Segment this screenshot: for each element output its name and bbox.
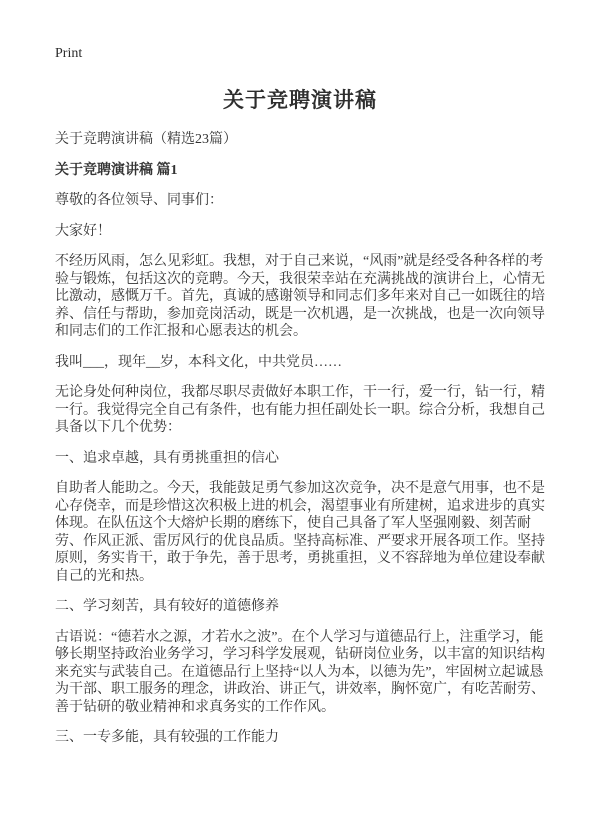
advantage-1-paragraph: 自助者人能助之。今天，我能鼓足勇气参加这次竞争，决不是意气用事，也不是心存侥幸，而是珍惜这次积极上进的机会，渴望事业有所建树，追求进步的真实体现。在队伍这个大熔炉长期的磨练下，使自己具备了军人坚强刚毅、刻苦耐劳、作风正派、雷厉风行的优良品质。坚持高标准、严要求开展各项工作。坚持原则，务实肯干，敢于争先，善于思考，勇挑重担，义不容辞地为单位建设奉献自己的光和热。 [55,481,545,584]
article-subtitle: 关于竞聘演讲稿（精选23篇） [55,132,237,147]
position-statement-paragraph: 无论身处何种岗位，我都尽职尽责做好本职工作，干一行，爱一行，钻一行，精一行。我觉得完全自己有条件，也有能力担任副处长一职。综合分析，我想自己具备以下几个优势： [55,385,545,435]
section-1-heading: 关于竞聘演讲稿 篇1 [55,162,178,178]
salutation-paragraph: 尊敬的各位领导、同事们： [55,193,223,208]
self-intro-paragraph: 我叫___，现年__岁，本科文化，中共党员…… [55,354,342,370]
greeting-paragraph: 大家好！ [55,223,111,239]
advantage-1-heading: 一、追求卓越，具有勇挑重担的信心 [55,450,279,466]
advantage-2-paragraph: 古语说：“德若水之源，才若水之波”。在个人学习与道德品行上，注重学习，能够长期坚持政治业务学习，学习科学发展观，钻研岗位业务，以丰富的知识结构来充实与武装自己。在道德品行上坚持“以人为本，以德为先”，牢固树立起诚恳为干部、职工服务的理念，讲政治、讲正气，讲效率，胸怀宽广，有吃苦耐劳、善于钻研的敬业精神和求真务实的工作作风。 [55,629,545,715]
intro-paragraph: 不经历风雨，怎么见彩虹。我想，对于自己来说，“风雨”就是经受各种各样的考验与锻炼，包括这次的竞聘。今天，我很荣幸站在充满挑战的演讲台上，心情无比激动，感慨万千。首先，真诚的感谢领导和同志们多年来对自己一如既往的培养、信任与帮助，参加竞岗活动，既是一次机遇，是一次挑战，也是一次向领导和同志们的工作汇报和心愿表达的机会。 [55,254,545,339]
advantage-2-heading: 二、学习刻苦，具有较好的道德修养 [55,599,279,614]
print-link[interactable]: Print [55,46,83,61]
page-title: 关于竞聘演讲稿 [223,88,377,112]
advantage-3-heading: 三、一专多能，具有较强的工作能力 [55,730,279,745]
